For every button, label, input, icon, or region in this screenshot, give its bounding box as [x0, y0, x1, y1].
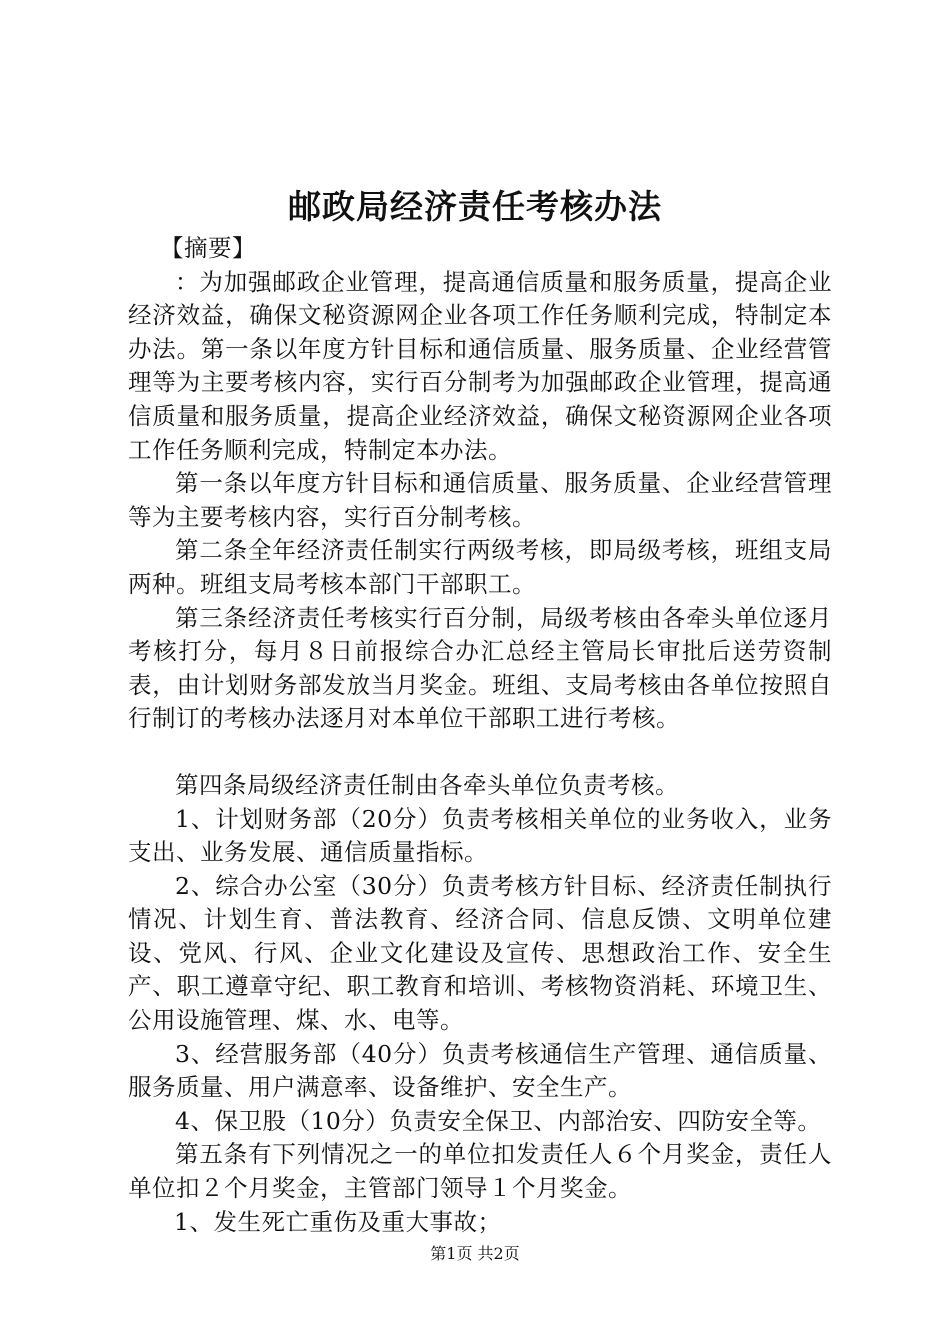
document-body [128, 232, 832, 1239]
abstract-label: 【摘要】 [160, 234, 256, 262]
page-footer: 第1页 共2页 [430, 1244, 520, 1263]
paragraph-item-3: 3、经营服务部（40分）负责考核通信生产管理、通信质量、服务质量、用户满意率、设备维护、安全生产。 [128, 1039, 832, 1102]
paragraph-article-5: 第五条有下列情况之一的单位扣发责任人６个月奖金，责任人单位扣２个月奖金，主管部门领导１个月奖金。 [128, 1140, 832, 1203]
paragraph-item-1: 1、计划财务部（20分）负责考核相关单位的业务收入，业务支出、业务发展、通信质量指标。 [128, 804, 832, 867]
paragraph-article-3: 第三条经济责任考核实行百分制，局级考核由各牵头单位逐月考核打分，每月８日前报综合办汇总经主管局长审批后送劳资制表，由计划财务部发放当月奖金。班组、支局考核由各单位按照自行制订的考核办法逐月对本单位干部职工进行考核。 [128, 603, 832, 733]
paragraph-item-4: 4、保卫股（10分）负责安全保卫、内部治安、四防安全等。 [175, 1106, 822, 1135]
paragraph-article-2: 第二条全年经济责任制实行两级考核，即局级考核，班组支局两种。班组支局考核本部门干部职工。 [128, 536, 832, 598]
document-title: 邮政局经济责任考核办法 [288, 187, 662, 226]
paragraph-item-2: 2、综合办公室（30分）负责考核方针目标、经济责任制执行情况、计划生育、普法教育、经济合同、信息反馈、文明单位建设、党风、行风、企业文化建设及宣传、思想政治工作、安全生产、职工遵章守纪、职工教育和培训、考核物资消耗、环境卫生、公用设施管理、煤、水、电等。 [128, 871, 832, 1035]
paragraph-article-5-item-1: 1、发生死亡重伤及重大事故； [174, 1207, 502, 1236]
paragraph-article-4: 第四条局级经济责任制由各牵头单位负责考核。 [175, 770, 679, 799]
paragraph-article-1: 第一条以年度方针目标和通信质量、服务质量、企业经营管理等为主要考核内容，实行百分制考核。 [128, 469, 832, 531]
paragraph-abstract: ：为加强邮政企业管理，提高通信质量和服务质量，提高企业经济效益，确保文秘资源网企业各项工作任务顺利完成，特制定本办法。第一条以年度方针目标和通信质量、服务质量、企业经营管理等为主要考核内容，实行百分制考为加强邮政企业管理，提高通信质量和服务质量，提高企业经济效益，确保文秘资源网企业各项工作任务顺利完成，特制定本办法。 [128, 267, 832, 464]
